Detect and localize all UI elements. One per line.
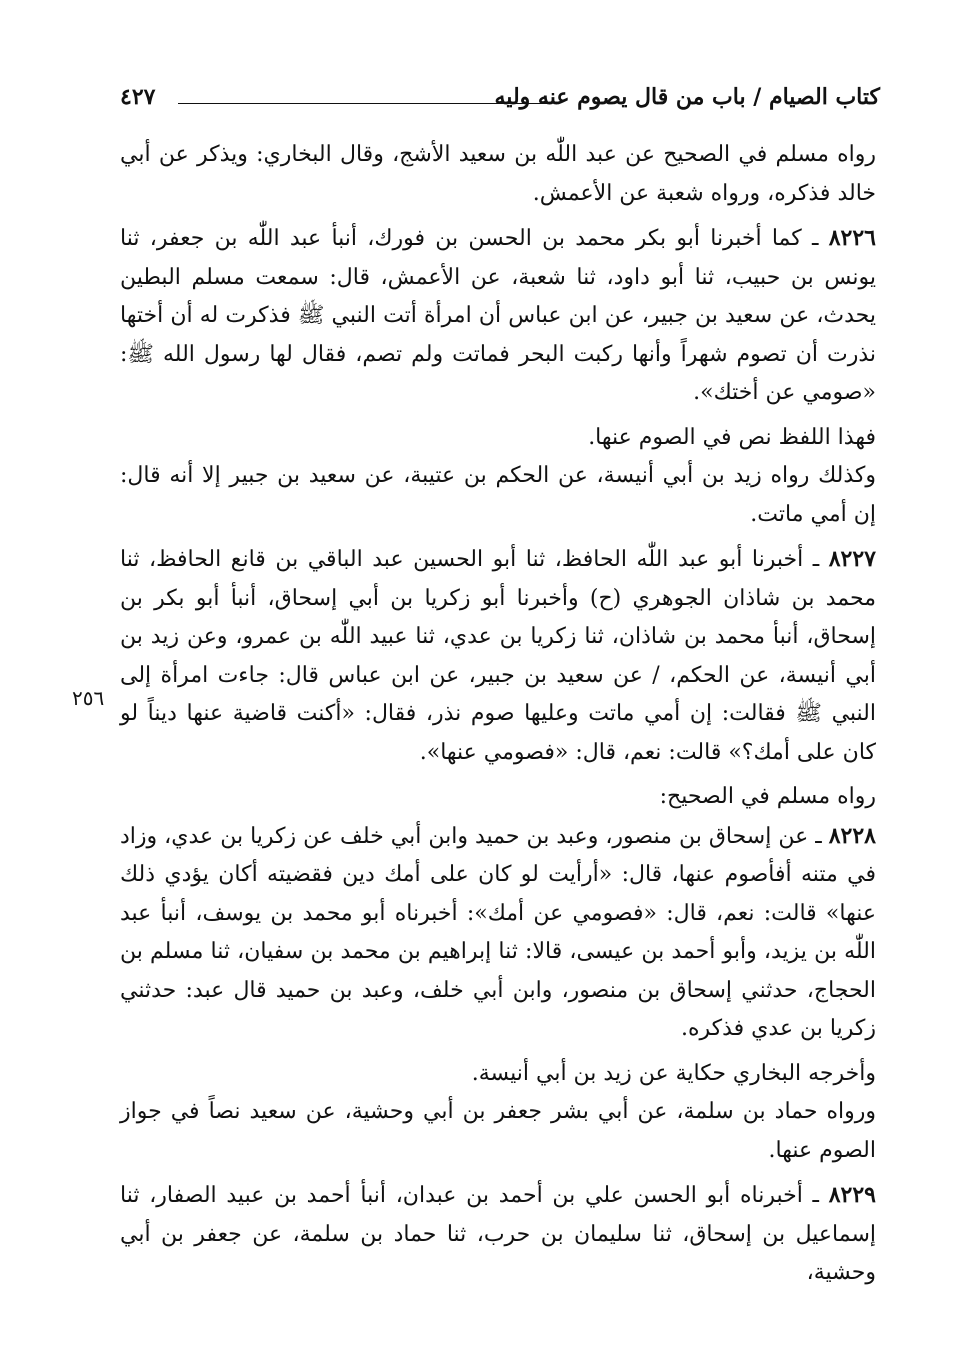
hadith-number: ٨٢٢٩ (828, 1182, 876, 1208)
page-body (120, 136, 876, 1293)
hadith-number: ٨٢٢٧ (828, 546, 876, 572)
margin-reference-number: ٢٥٦ (72, 686, 105, 710)
page-number: ٤٢٧ (120, 84, 156, 110)
hadith-8227: ٨٢٢٧ ـ أخبرنا أبو عبد اللّٰه الحافظ، ثنا أبو الحسين عبد الباقي بن قانع الحافظ، ثنا محمد بن شاذان الجوهري (ح) وأخبرنا أبو زكريا بن أبي إسحاق، أنبأ أبو بكر بن إسحاق، أنبأ محمد بن شاذان، ثنا زكريا بن عدي، ثنا عبيد اللّٰه بن عمرو، وعن زيد بن أبي أنيسة، عن الحكم، / عن سعيد بن جبير، عن ابن عباس قال: جاءت امرأة إلى النبي ﷺ فقالت: إن أمي ماتت وعليها صوم نذر، فقال: «أكنت قاضية عنها ديناً لو كان على أمك؟» قالت: نعم، قال: «فصومي عنها». (120, 546, 876, 765)
paragraph-muslim-sahih: رواه مسلم في الصحيح: (659, 784, 876, 809)
paragraph-bukhari: وأخرجه البخاري حكاية عن زيد بن أبي أنيسة. (471, 1060, 876, 1086)
hadith-8228: ٨٢٢٨ ـ عن إسحاق بن منصور، وعبد بن حميد وابن أبي خلف عن زكريا بن عدي، وزاد في متنه أفأصوم عنها، قال: «أرأيت لو كان على أمك دين فقضيته أكان يؤدي ذلك عنها» قالت: نعم، قال: «فصومي عن أمك»: أخبرناه أبو محمد بن يوسف، أنبأ عبد اللّٰه بن يزيد، وأبو أحمد بن عيسى، قالا: ثنا إبراهيم بن محمد بن سفيان، ثنا مسلم بن الحجاج، حدثني إسحاق بن منصور، وابن أبي خلف، وعبد بن حميد قال عبد: حدثني زكريا بن عدي فذكره. (120, 822, 876, 1041)
paragraph-zayd: وكذلك رواه زيد بن أبي أنيسة، عن الحكم بن عتيبة، عن سعيد بن جبير إلا أنه قال: إن أمي ماتت. (120, 463, 876, 527)
header-rule (178, 103, 548, 104)
hadith-8229: ٨٢٢٩ ـ أخبرناه أبو الحسن علي بن أحمد بن عبدان، أنبأ أحمد بن عبيد الصفار، ثنا إسماعيل بن إسحاق، ثنا سليمان بن حرب، ثنا حماد بن سلمة، عن جعفر بن أبي وحشية، (120, 1182, 876, 1285)
hadith-8226: ٨٢٢٦ ـ كما أخبرنا أبو بكر محمد بن الحسن بن فورك، أنبأ عبد اللّٰه بن جعفر، ثنا يونس بن حبيب، ثنا أبو داود، ثنا شعبة، عن الأعمش، قال: سمعت مسلم البطين يحدث، عن سعيد بن جبير، عن ابن عباس أن امرأة أتت النبي ﷺ فذكرت له أن أختها نذرت أن تصوم شهراً وأنها ركبت البحر فماتت ولم تصم، فقال لها رسول الله ﷺ: «صومي عن أختك». (120, 225, 876, 405)
hadith-number: ٨٢٢٦ (828, 225, 876, 251)
header-title: كتاب الصيام / باب من قال يصوم عنه وليه (494, 84, 880, 110)
hadith-number: ٨٢٢٨ (828, 822, 876, 849)
paragraph-riwayah-muslim: رواه مسلم في الصحيح عن عبد اللّٰه بن سعيد الأشج، وقال البخاري: ويذكر عن أبي خالد فذكره، ورواه شعبة عن الأعمش. (120, 142, 876, 206)
running-header (120, 80, 880, 114)
paragraph-hammad: ورواه حماد بن سلمة، عن أبي بشر جعفر بن أبي وحشية، عن سعيد نصاً في جواز الصوم عنها. (120, 1099, 876, 1163)
paragraph-note: فهذا اللفظ نص في الصوم عنها. (588, 424, 876, 450)
